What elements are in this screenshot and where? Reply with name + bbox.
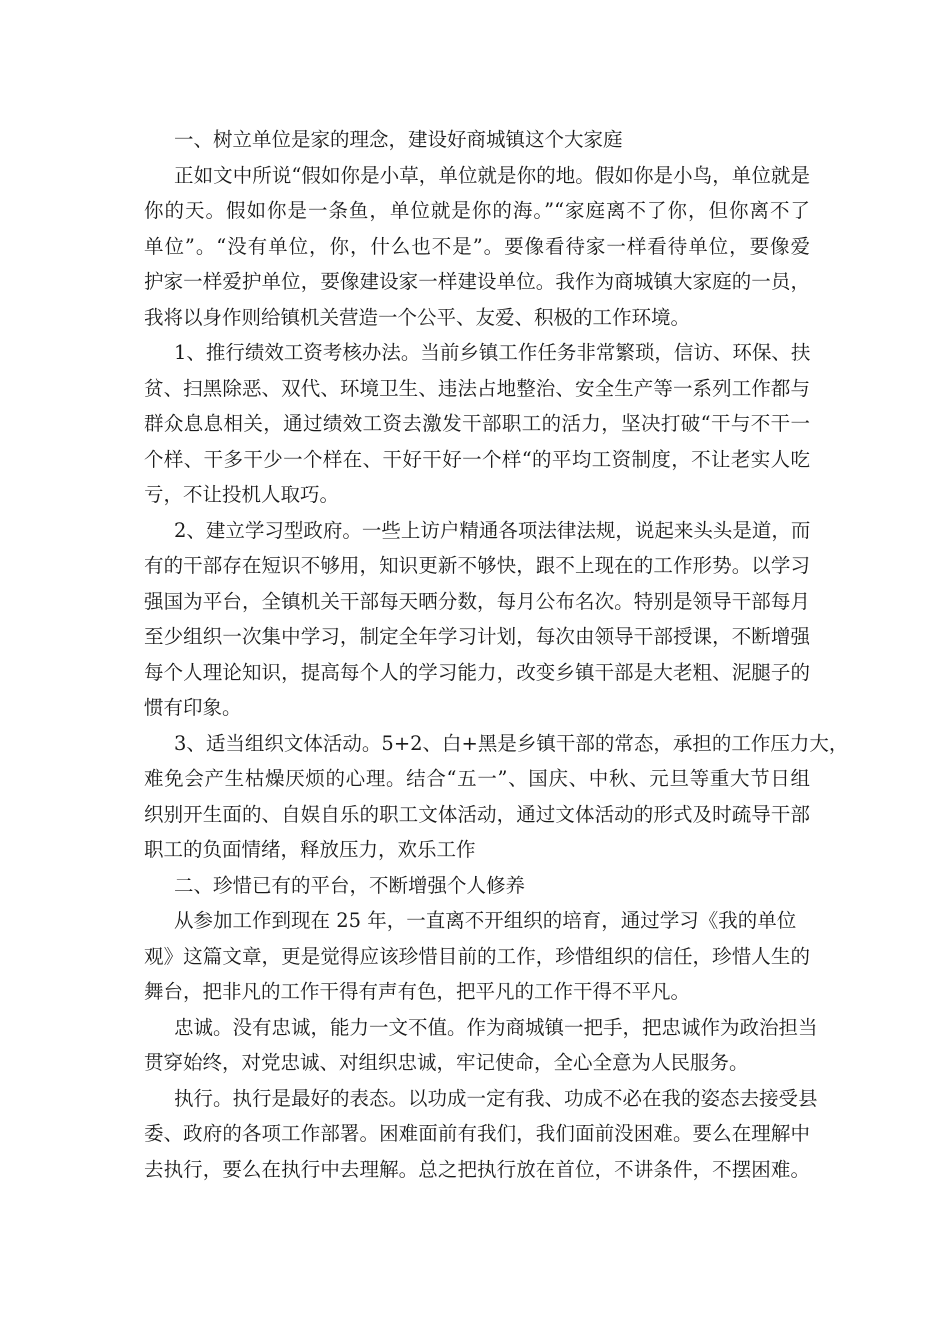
paragraph-line: 忠诚。没有忠诚，能力一文不值。作为商城镇一把手，把忠诚作为政治担当 — [174, 1015, 818, 1039]
paragraph-line: 你的天。假如你是一条鱼，单位就是你的海。”“家庭离不了你，但你离不了 — [144, 199, 810, 222]
paragraph-line: 1、推行绩效工资考核办法。当前乡镇工作任务非常繁琐，信访、环保、扶 — [174, 341, 811, 364]
paragraph-line: 每个人理论知识，提高每个人的学习能力，改变乡镇干部是大老粗、泥腿子的 — [144, 660, 810, 684]
paragraph-line: 群众息息相关，通过绩效工资去激发干部职工的活力，坚决打破“干与不干一 — [144, 412, 810, 435]
paragraph-line: 单位”。“没有单位，你，什么也不是”。要像看待家一样看待单位，要像爱 — [144, 234, 810, 258]
paragraph-line: 亏，不让投机人取巧。 — [144, 483, 340, 506]
paragraph-line: 贫、扫黑除恶、双代、环境卫生、违法占地整治、安全生产等一系列工作都与 — [144, 376, 810, 400]
paragraph-line: 2、建立学习型政府。一些上访户精通各项法律法规，说起来头头是道，而 — [174, 518, 811, 542]
paragraph-line: 去执行，要么在执行中去理解。总之把执行放在首位，不讲条件，不摆困难。 — [144, 1157, 810, 1181]
paragraph-line: 观》这篇文章，更是觉得应该珍惜目前的工作，珍惜组织的信任，珍惜人生的 — [144, 944, 810, 968]
paragraph-line: 至少组织一次集中学习，制定全年学习计划，每次由领导干部授课，不断增强 — [144, 625, 810, 648]
paragraph-line: 护家一样爱护单位，要像建设家一样建设单位。我作为商城镇大家庭的一员， — [144, 270, 810, 293]
paragraph-line: 委、政府的各项工作部署。困难面前有我们，我们面前没困难。要么在理解中 — [144, 1122, 810, 1145]
section-heading-2: 二、珍惜已有的平台，不断增强个人修养 — [174, 873, 526, 897]
paragraph-line: 贯穿始终，对党忠诚、对组织忠诚，牢记使命，全心全意为人民服务。 — [144, 1051, 749, 1074]
paragraph-line: 职工的负面情绪，释放压力，欢乐工作 — [144, 838, 476, 861]
section-heading-1: 一、树立单位是家的理念，建设好商城镇这个大家庭 — [174, 128, 623, 151]
paragraph-line: 个样、干多干少一个样在、干好干好一个样“的平均工资制度，不让老实人吃 — [144, 447, 810, 471]
paragraph-line: 织别开生面的、自娱自乐的职工文体活动，通过文体活动的形式及时疏导干部 — [144, 802, 810, 826]
paragraph-line: 难免会产生枯燥厌烦的心理。结合“五一”、国庆、中秋、元旦等重大节日组 — [144, 767, 810, 790]
paragraph-line: 强国为平台，全镇机关干部每天晒分数，每月公布名次。特别是领导干部每月 — [144, 589, 810, 613]
paragraph-line: 从参加工作到现在 25 年，一直离不开组织的培育，通过学习《我的单位 — [174, 909, 797, 932]
document-body — [144, 122, 849, 1187]
paragraph-line: 惯有印象。 — [144, 696, 242, 719]
paragraph-line: 有的干部存在短识不够用，知识更新不够快，跟不上现在的工作形势。以学习 — [144, 554, 810, 577]
paragraph-line: 执行。执行是最好的表态。以功成一定有我、功成不必在我的姿态去接受县 — [174, 1086, 818, 1110]
paragraph-line: 舞台，把非凡的工作干得有声有色，把平凡的工作干得不平凡。 — [144, 980, 691, 1003]
paragraph-line: 3、适当组织文体活动。5+2、白+黑是乡镇干部的常态，承担的工作压力大， — [174, 731, 849, 755]
paragraph-line: 我将以身作则给镇机关营造一个公平、友爱、积极的工作环境。 — [144, 305, 691, 329]
paragraph-line: 正如文中所说“假如你是小草，单位就是你的地。假如你是小鸟，单位就是 — [174, 163, 810, 187]
